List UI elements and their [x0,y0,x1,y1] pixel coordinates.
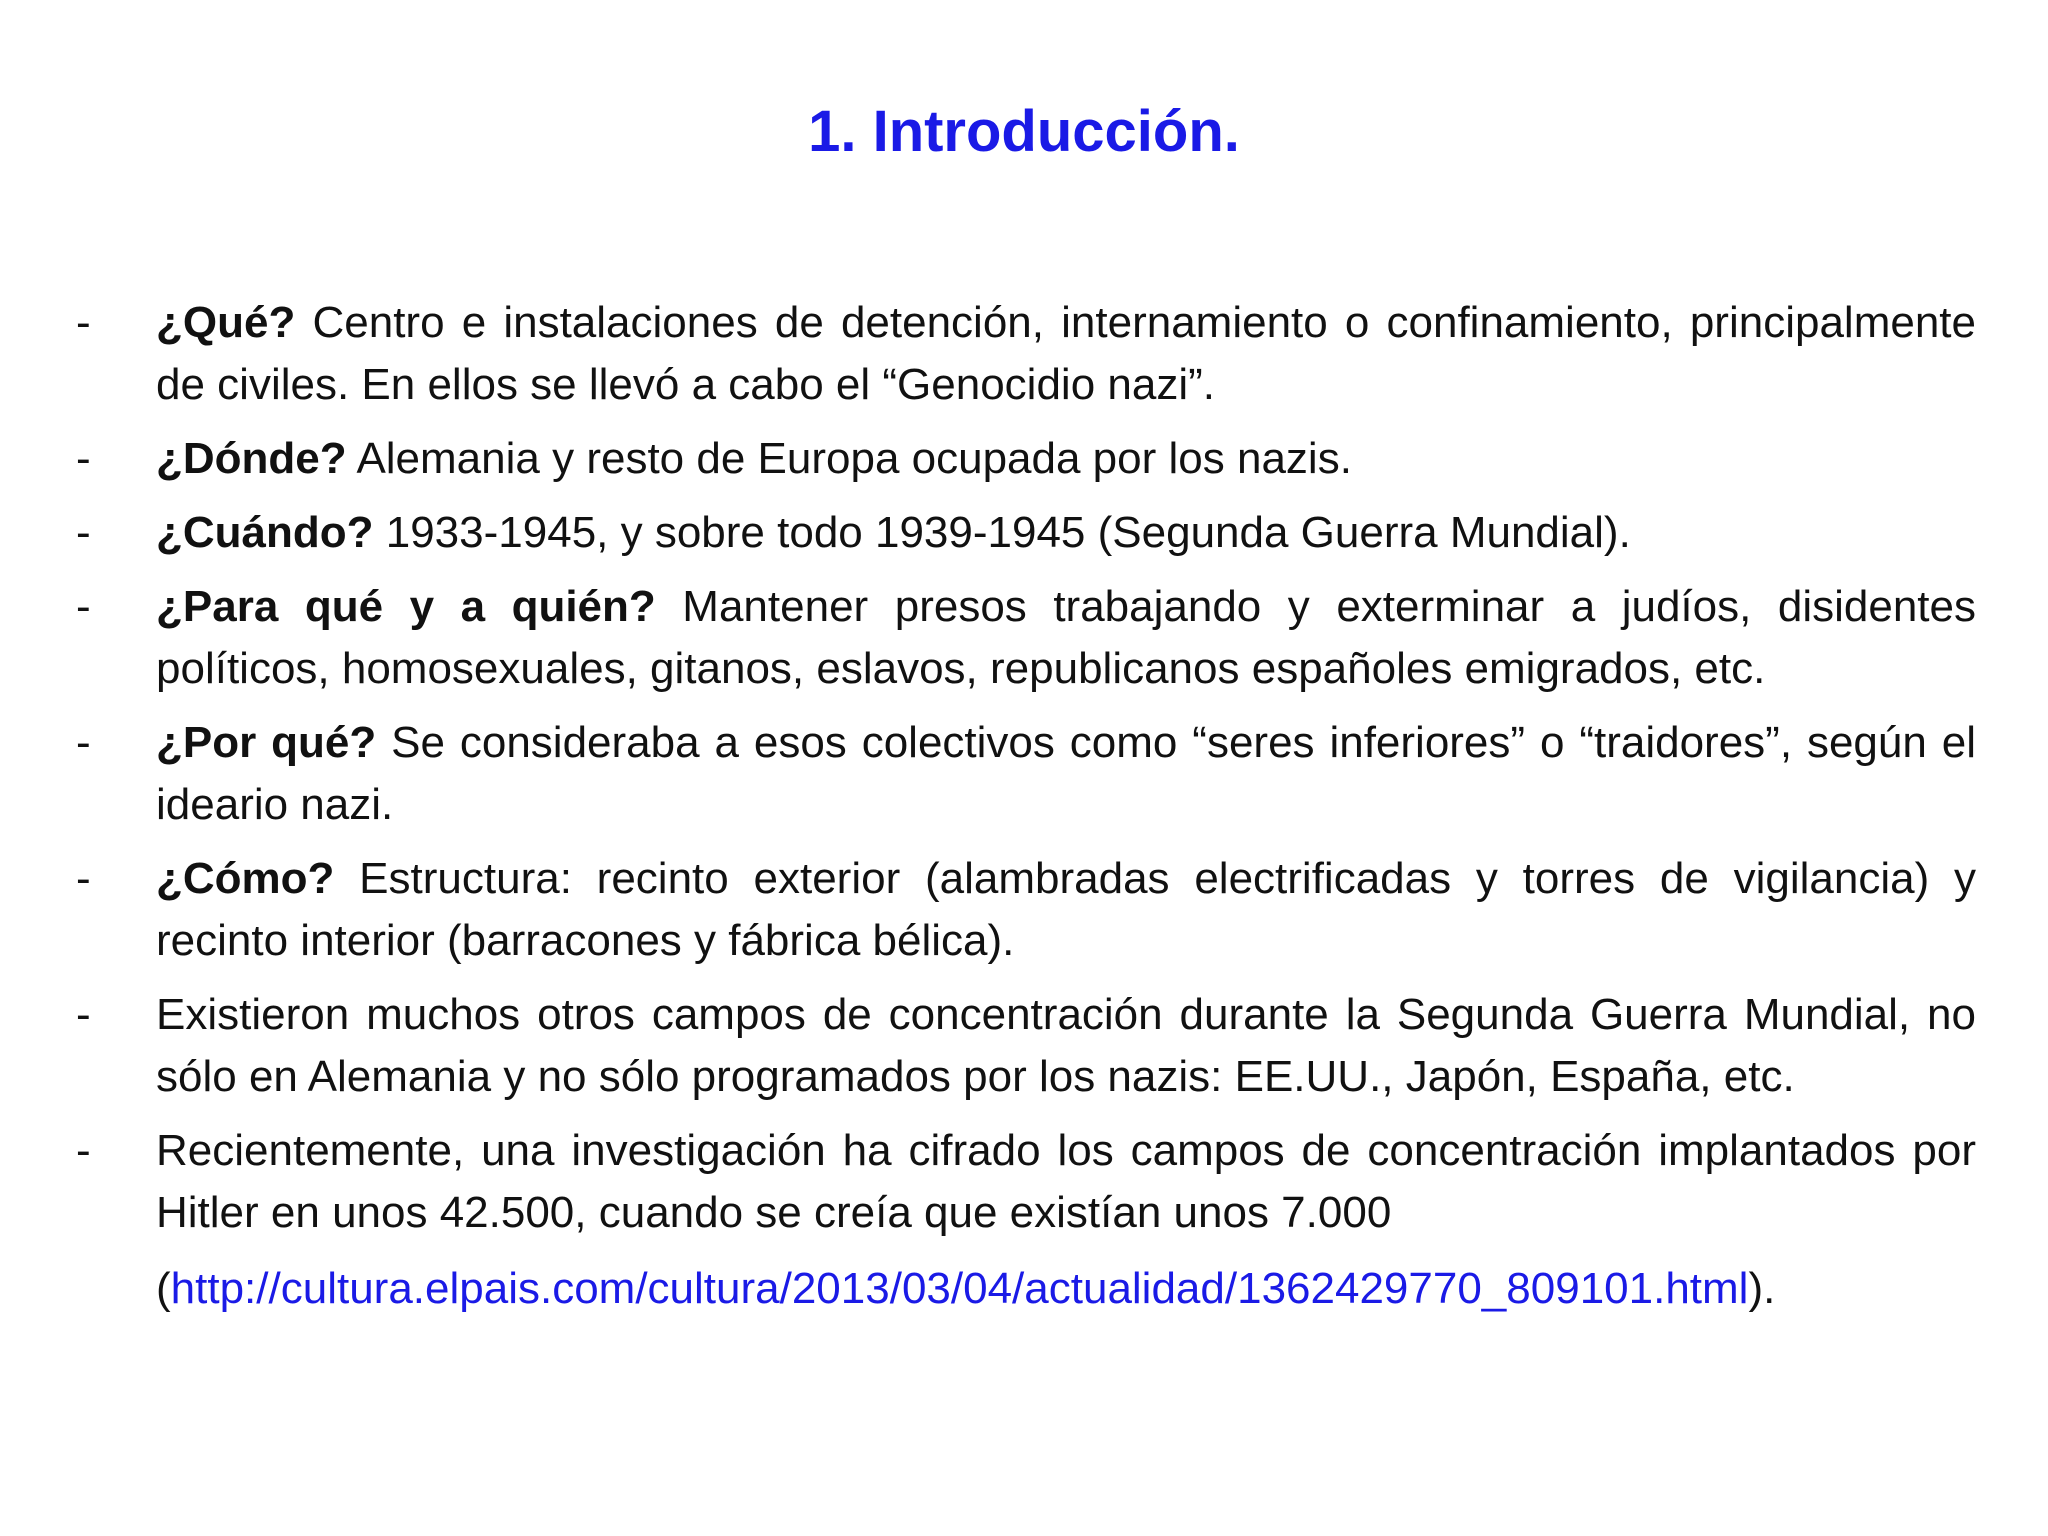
bullet-investigacion [76,1120,1976,1320]
bullet-text: Se consideraba a esos colectivos como “seres inferiores” o “traidores”, según el ideario nazi. [156,718,1976,829]
bullet-list [76,292,1976,1332]
slide-title: 1. Introducción. [808,99,1240,164]
source-reference [156,1258,1976,1320]
bullet-por-que [76,712,1976,836]
bullet-dash: - [76,718,91,767]
bullet-question: ¿Dónde? [156,434,347,483]
bullet-text: Mantener presos trabajando y exterminar a judíos, disidentes políticos, homosexuales, gitanos, eslavos, republicanos españoles emigrados, etc. [156,582,1976,693]
source-link[interactable]: http://cultura.elpais.com/cultura/2013/03/04/actualidad/1362429770_809101.html [170,1264,1749,1313]
bullet-question: ¿Cómo? [156,854,335,903]
bullet-text: Centro e instalaciones de detención, internamiento o confinamiento, principalmente de civiles. En ellos se llevó a cabo el “Genocidio nazi”. [156,298,1976,409]
bullet-dash: - [76,1126,91,1175]
bullet-question: ¿Para qué y a quién? [156,582,656,631]
bullet-question: ¿Cuándo? [156,508,374,557]
bullet-para-que [76,576,1976,700]
paren-open: ( [156,1264,171,1313]
bullet-dash: - [76,854,91,903]
bullet-como [76,848,1976,972]
bullet-dash: - [76,990,91,1039]
bullet-question: ¿Por qué? [156,718,377,767]
bullet-cuando [76,502,1976,564]
bullet-question: ¿Qué? [156,298,296,347]
bullet-dash: - [76,298,91,347]
bullet-text: Existieron muchos otros campos de concentración durante la Segunda Guerra Mundial, no sólo en Alemania y no sólo programados por los nazis: EE.UU., Japón, España, etc. [156,990,1976,1101]
bullet-donde [76,428,1976,490]
bullet-dash: - [76,508,91,557]
bullet-text: Recientemente, una investigación ha cifrado los campos de concentración implantados por Hitler en unos 42.500, cuando se creía que existían unos 7.000 [156,1126,1976,1237]
bullet-text: Alemania y resto de Europa ocupada por los nazis. [346,434,1352,483]
bullet-dash: - [76,434,91,483]
paren-close: ). [1748,1264,1776,1313]
bullet-dash: - [76,582,91,631]
bullet-text: 1933-1945, y sobre todo 1939-1945 (Segunda Guerra Mundial). [373,508,1631,557]
bullet-otros-campos [76,984,1976,1108]
bullet-text: Estructura: recinto exterior (alambradas electrificadas y torres de vigilancia) y recinto interior (barracones y fábrica bélica). [156,854,1976,965]
bullet-que [76,292,1976,416]
